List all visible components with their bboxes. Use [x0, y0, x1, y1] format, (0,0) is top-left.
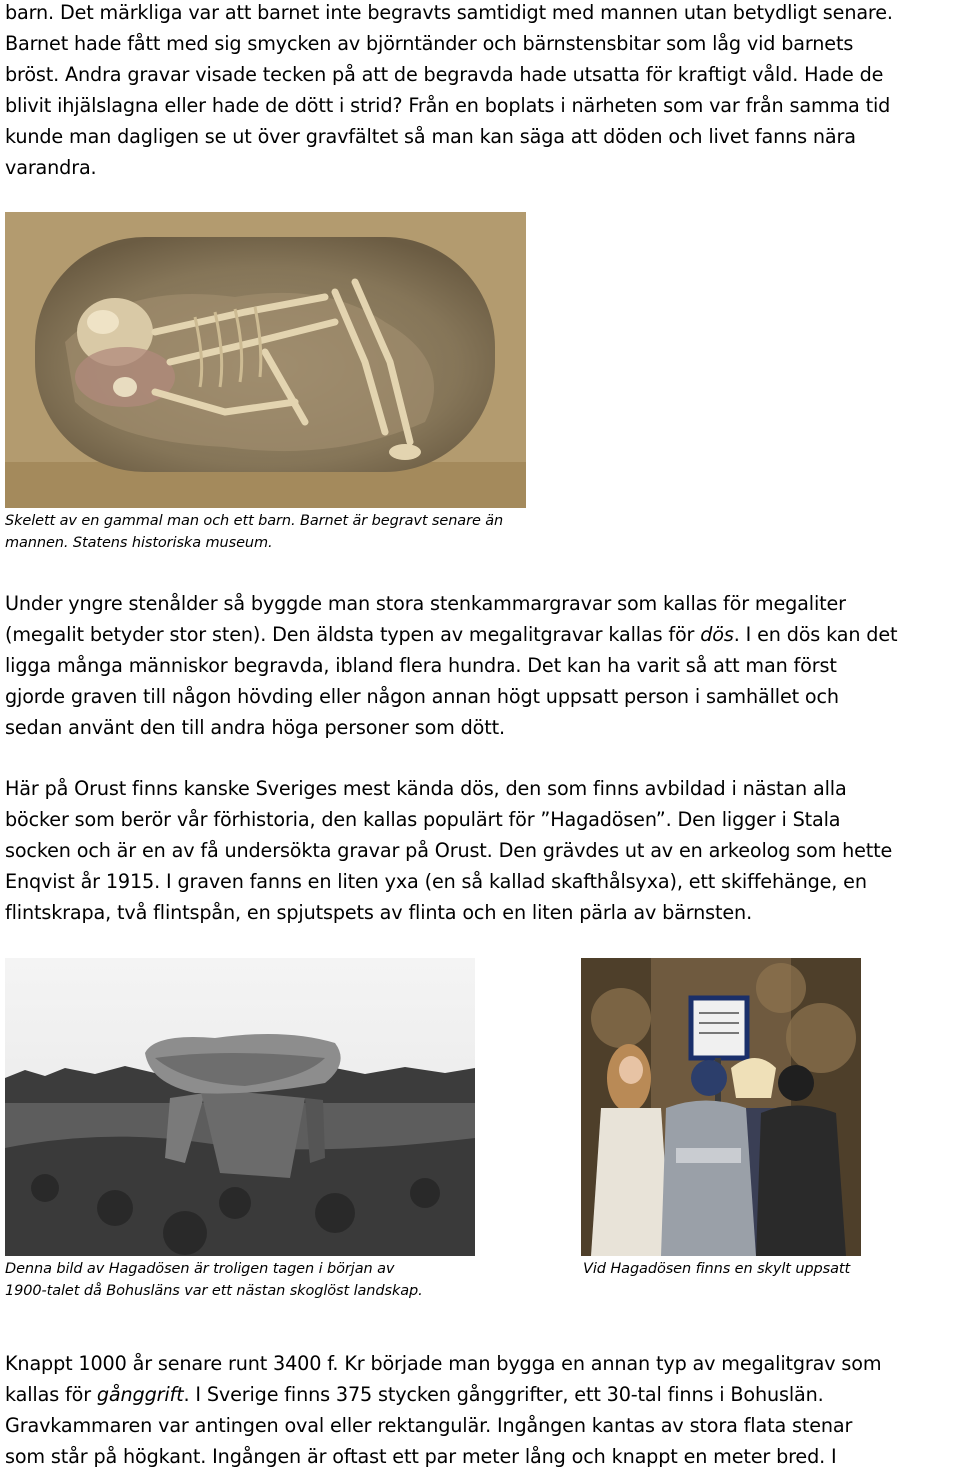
text-line: Här på Orust finns kanske Sveriges mest kända dös, den som finns avbildad i nästan alla [5, 777, 847, 800]
hagadosen-photo [5, 958, 475, 1256]
text-line: Enqvist år 1915. I graven fanns en liten yxa (en så kallad skafthålsyxa), ett skiffehänge, en [5, 870, 867, 893]
emphasis-term: dös [700, 623, 734, 646]
text-line: Gravkammaren var antingen oval eller rektangulär. Ingången kantas av stora flata stenar [5, 1414, 853, 1437]
text-line: kallas för gånggrift. I Sverige finns 375 stycken gånggrifter, ett 30-tal finns i Bohuslän. [5, 1383, 824, 1406]
text-line: bröst. Andra gravar visade tecken på att de begravda hade utsatta för kraftigt våld. Hade de [5, 63, 884, 86]
text-line: som står på högkant. Ingången är oftast ett par meter lång och knappt en meter bred. I [5, 1445, 837, 1468]
caption-line: 1900-talet då Bohusläns var ett nästan skoglöst landskap. [5, 1283, 423, 1299]
text-line: Knappt 1000 år senare runt 3400 f. Kr började man bygga en annan typ av megalitgrav som [5, 1352, 882, 1375]
text-line: ligga många människor begravda, ibland flera hundra. Det kan ha varit så att man först [5, 654, 837, 677]
intro-paragraph [5, 0, 955, 183]
orust-paragraph [5, 773, 955, 928]
sign-visit-photo [581, 958, 861, 1256]
text-line: varandra. [5, 156, 97, 179]
text-line: Under yngre stenålder så byggde man stora stenkammargravar som kallas för megaliter [5, 592, 846, 615]
text-line: blivit ihjälslagna eller hade de dött i strid? Från en boplats i närheten som var från samma tid [5, 94, 891, 117]
skeleton-photo [5, 212, 526, 508]
caption-line: Vid Hagadösen finns en skylt uppsatt [583, 1261, 851, 1277]
text-line: flintskrapa, två flintspån, en spjutspets av flinta och en liten pärla av bärnsten. [5, 901, 753, 924]
caption-line: Denna bild av Hagadösen är troligen tagen i början av [5, 1261, 395, 1277]
sign-visit-photo-caption [583, 1258, 850, 1280]
caption-line: mannen. Statens historiska museum. [5, 535, 273, 551]
hagadosen-photo-caption [5, 1258, 423, 1302]
text-line: socken och är en av få undersökta gravar på Orust. Den grävdes ut av en arkeolog som hette [5, 839, 893, 862]
caption-line: Skelett av en gammal man och ett barn. Barnet är begravt senare än [5, 513, 504, 529]
text-line: böcker som berör vår förhistoria, den kallas populärt för ”Hagadösen”. Den ligger i Stala [5, 808, 841, 831]
text-line: kunde man dagligen se ut över gravfältet så man kan säga att döden och livet fanns nära [5, 125, 856, 148]
emphasis-term: gånggrift [96, 1383, 184, 1406]
text-line: sedan använt den till andra höga personer som dött. [5, 716, 505, 739]
skeleton-photo-caption [5, 510, 503, 554]
text-line: barn. Det märkliga var att barnet inte begravts samtidigt med mannen utan betydligt senare. [5, 1, 893, 24]
megalith-paragraph [5, 588, 955, 743]
text-line: Barnet hade fått med sig smycken av björntänder och bärnstensbitar som låg vid barnets [5, 32, 854, 55]
ganggrift-paragraph [5, 1348, 955, 1472]
text-line: (megalit betyder stor sten). Den äldsta typen av megalitgravar kallas för dös. I en dös kan det [5, 623, 898, 646]
text-line: gjorde graven till någon hövding eller någon annan högt uppsatt person i samhället och [5, 685, 839, 708]
